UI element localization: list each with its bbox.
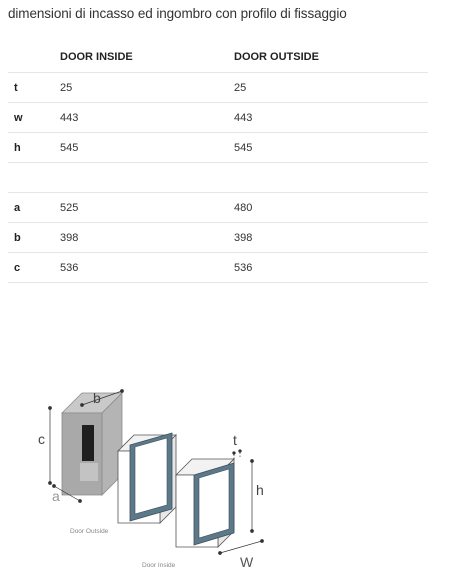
row-label: a: [14, 202, 21, 214]
table-row: [8, 223, 428, 253]
door-outside-value: 545: [234, 142, 253, 154]
dimension-t: [233, 450, 242, 459]
table-row: [8, 193, 428, 223]
recess-niche: [62, 393, 122, 495]
door-inside-value: 536: [60, 262, 79, 274]
table-row: [8, 133, 428, 163]
header-door-outside: DOOR OUTSIDE: [234, 51, 319, 63]
door-inside-value: 545: [60, 142, 79, 154]
door-inside-value: 443: [60, 112, 79, 124]
table-header-row: [8, 42, 428, 73]
table-row-spacer: [8, 163, 428, 193]
table-row: [8, 253, 428, 283]
door-outside-value: 443: [234, 112, 253, 124]
row-label: t: [14, 82, 18, 94]
dimension-w: [219, 540, 264, 555]
page-title: dimensioni di incasso ed ingombro con profilo di fissaggio: [8, 6, 347, 21]
label-a: a: [52, 488, 60, 504]
door-inside-value: 398: [60, 232, 79, 244]
fridge-door-inside: [176, 459, 234, 547]
label-c: c: [38, 431, 45, 447]
row-label: h: [14, 142, 21, 154]
table-row: [8, 73, 428, 103]
door-outside-value: 398: [234, 232, 253, 244]
label-t: t: [233, 432, 237, 448]
fridge-door-outside: [118, 433, 176, 523]
door-outside-value: 480: [234, 202, 253, 214]
caption-door-inside: Door Inside: [142, 562, 176, 569]
dimension-h: [251, 460, 254, 533]
door-outside-value: 536: [234, 262, 253, 274]
label-w: W: [240, 554, 254, 570]
caption-door-outside: Door Outside: [70, 528, 109, 535]
door-outside-value: 25: [234, 82, 247, 94]
table-row: [8, 103, 428, 133]
door-inside-value: 525: [60, 202, 79, 214]
dimension-c: [49, 407, 52, 485]
row-label: c: [14, 262, 21, 274]
door-inside-value: 25: [60, 82, 73, 94]
header-door-inside: DOOR INSIDE: [60, 51, 133, 63]
label-h: h: [256, 482, 264, 498]
label-b: b: [93, 390, 101, 406]
row-label: w: [14, 112, 23, 124]
installation-diagram: [30, 383, 320, 578]
dimensions-table: [8, 42, 428, 283]
row-label: b: [14, 232, 21, 244]
